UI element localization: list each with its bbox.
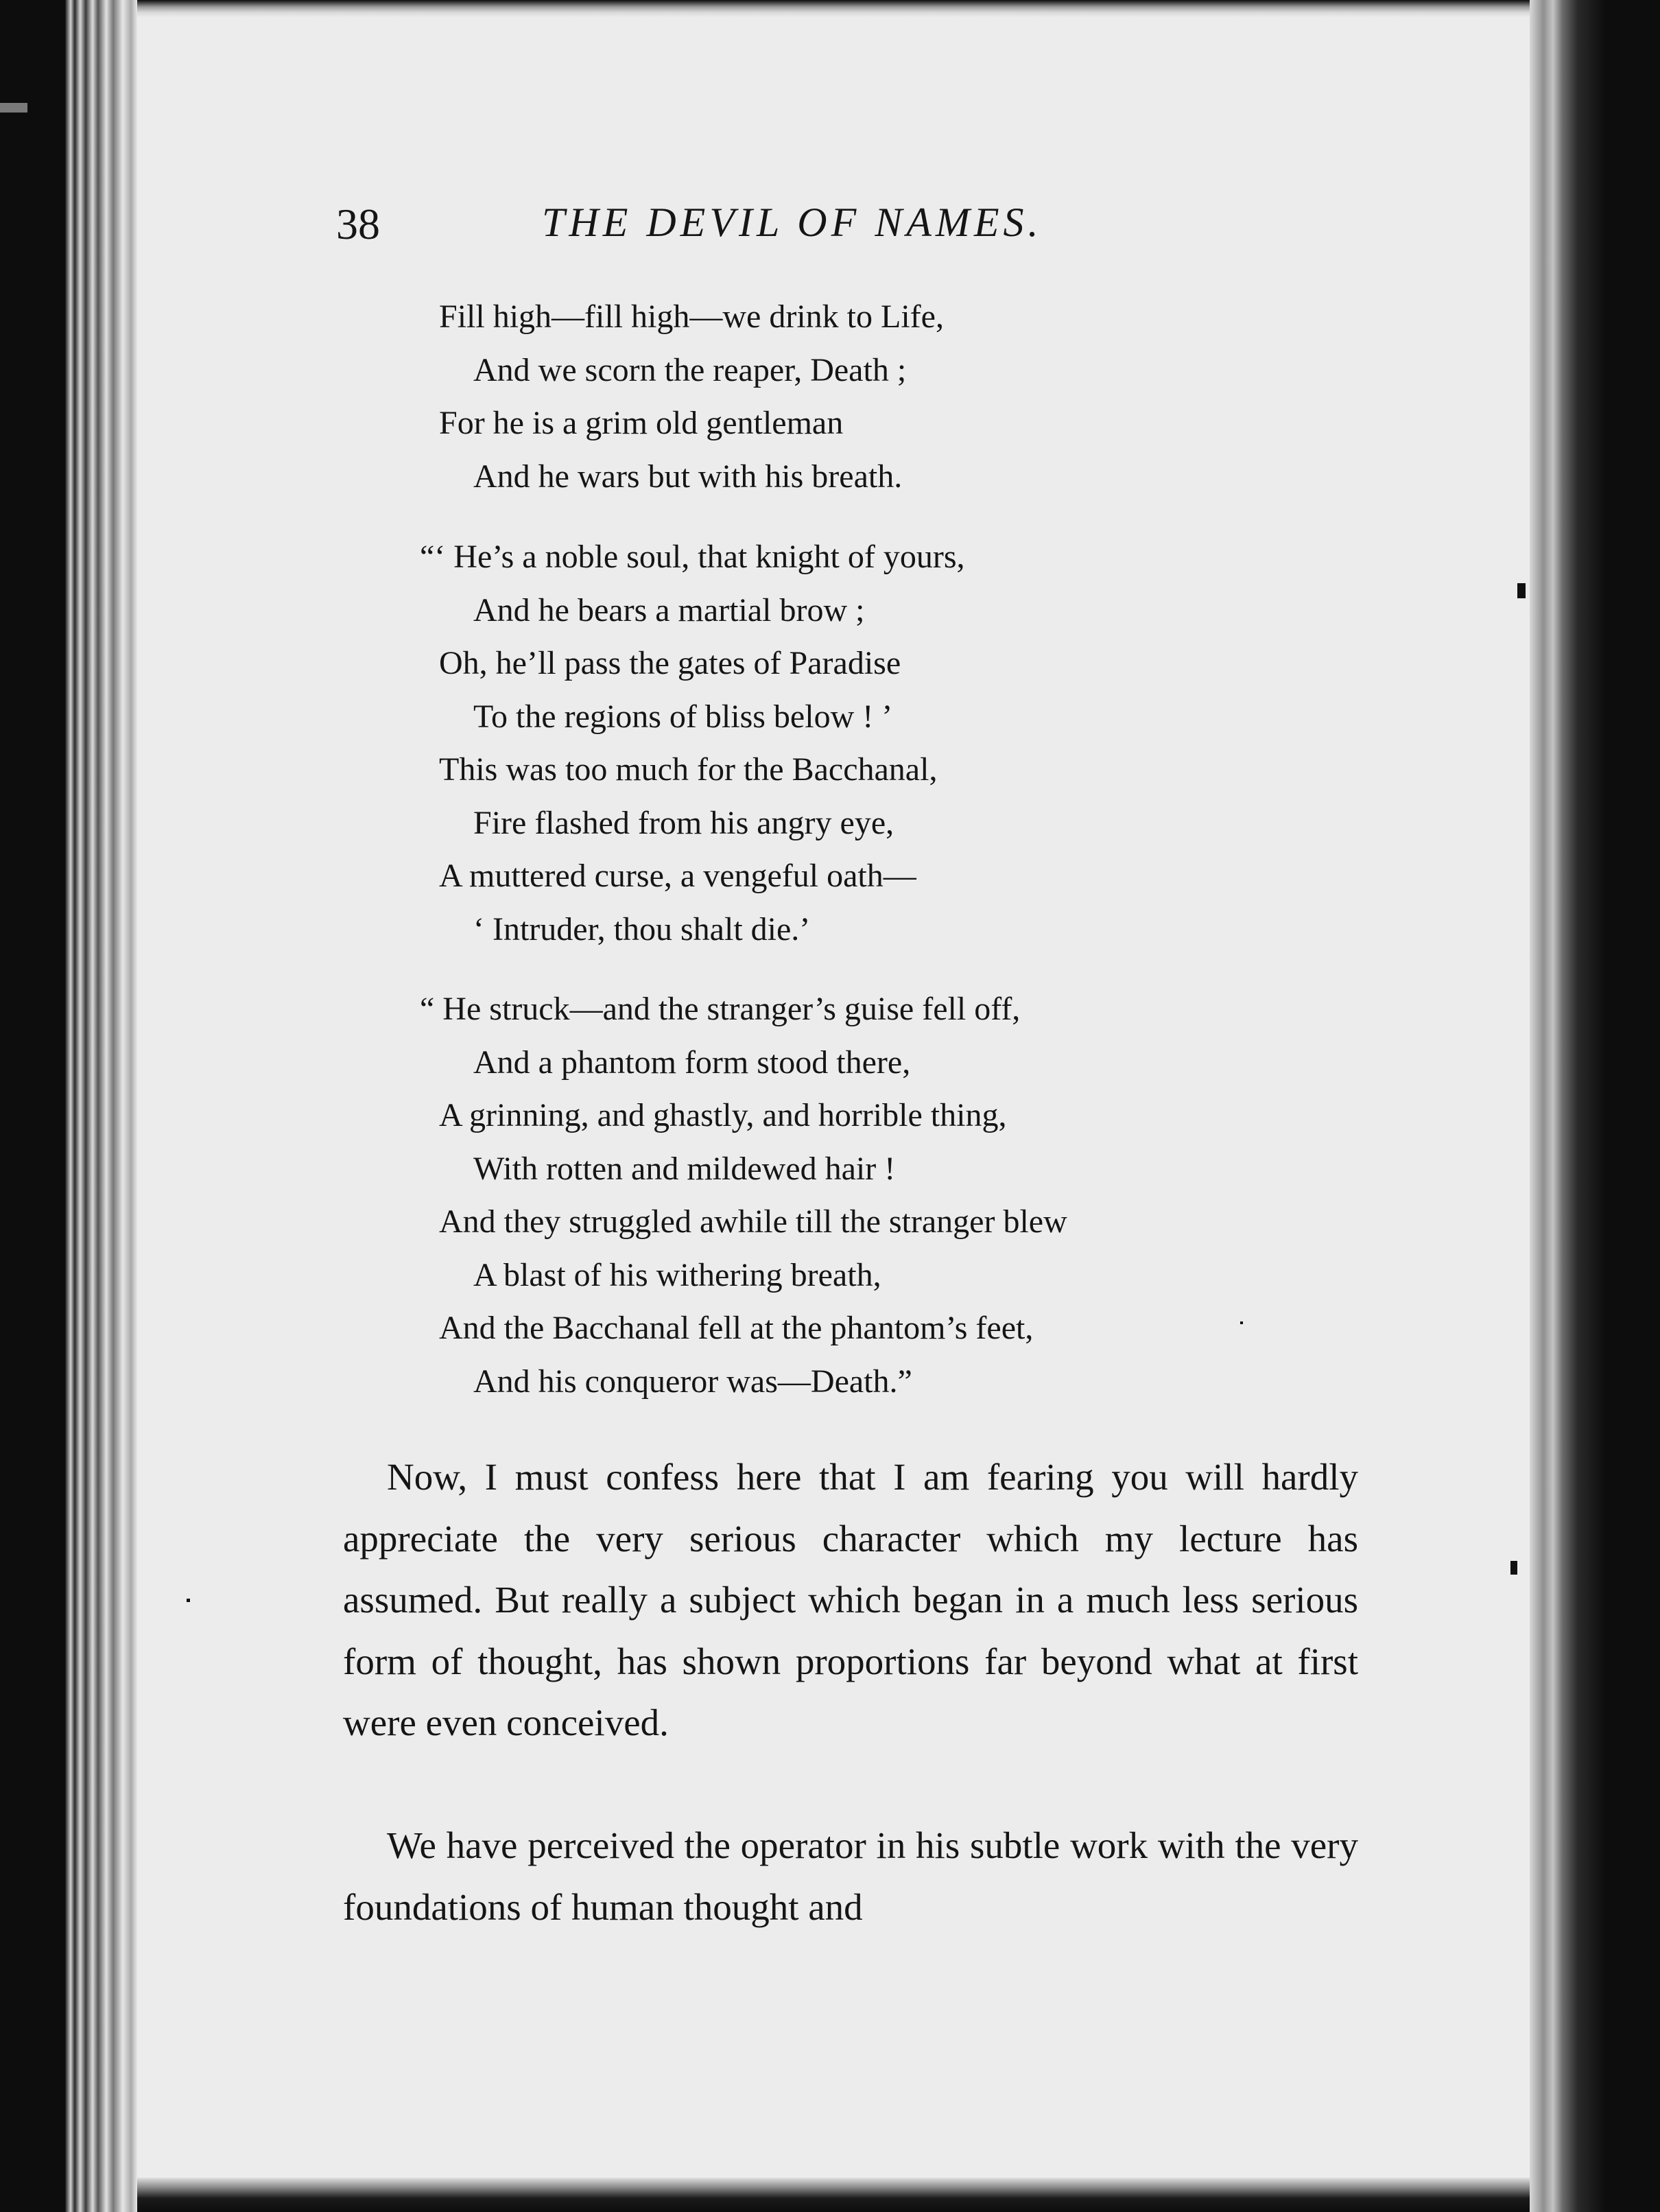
prose-paragraph: Now, I must confess here that I am fearing you will hardly appreciate the very serious character which my lecture has assumed. But really a subject which began in a much less serious form of thought, has shown proportions far beyond what at first were even conceived. — [343, 1456, 1358, 1743]
verse-line: With rotten and mildewed hair ! — [473, 1150, 896, 1187]
scan-speck — [1240, 1321, 1243, 1324]
facing-page-edge — [1530, 0, 1660, 2212]
page-edge-top — [137, 0, 1530, 16]
verse-line: A blast of his withering breath, — [473, 1256, 881, 1293]
verse-line: And he wars but with his breath. — [473, 458, 903, 495]
verse-line: And his conqueror was—Death.” — [473, 1363, 912, 1400]
verse-stanza-3 — [420, 983, 1331, 1408]
page-edge-left — [65, 0, 137, 2212]
verse-line: This was too much for the Bacchanal, — [439, 751, 938, 788]
verse-line: And they struggled awhile till the stranger blew — [439, 1203, 1067, 1240]
verse-line: Fire flashed from his angry eye, — [473, 804, 894, 841]
scan-speck — [187, 1599, 190, 1602]
verse-line: And he bears a martial brow ; — [473, 591, 865, 628]
verse-line: Oh, he’ll pass the gates of Paradise — [439, 645, 901, 681]
verse-stanza-1 — [439, 290, 1331, 503]
page-header — [336, 199, 1214, 261]
verse-line: A grinning, and ghastly, and horrible thing, — [439, 1097, 1007, 1133]
running-title: THE DEVIL OF NAMES. — [542, 200, 1043, 245]
verse-line: And we scorn the reaper, Death ; — [473, 351, 907, 388]
verse-line: “ He struck—and the stranger’s guise fell off, — [420, 991, 1021, 1027]
verse-line: “‘ He’s a noble soul, that knight of yours, — [420, 539, 965, 575]
scan-speck — [1510, 1561, 1517, 1575]
page-edge-bottom — [137, 2178, 1530, 2212]
verse-line: ‘ Intruder, thou shalt die.’ — [473, 910, 811, 948]
verse-line: And a phantom form stood there, — [473, 1044, 911, 1081]
page-number: 38 — [336, 200, 380, 248]
prose-paragraph: We have perceived the operator in his subtle work with the very foundations of human thought and — [343, 1824, 1358, 1928]
verse-stanza-2 — [420, 530, 1331, 956]
verse-line: For he is a grim old gentleman — [439, 405, 844, 441]
scan-speck — [0, 103, 27, 113]
verse-line: A muttered curse, a vengeful oath— — [439, 858, 916, 894]
scan-speck — [1517, 583, 1526, 598]
verse-line: Fill high—fill high—we drink to Life, — [439, 298, 944, 335]
verse-line: To the regions of bliss below ! ’ — [473, 698, 893, 735]
verse-line: And the Bacchanal fell at the phantom’s feet, — [439, 1310, 1034, 1346]
